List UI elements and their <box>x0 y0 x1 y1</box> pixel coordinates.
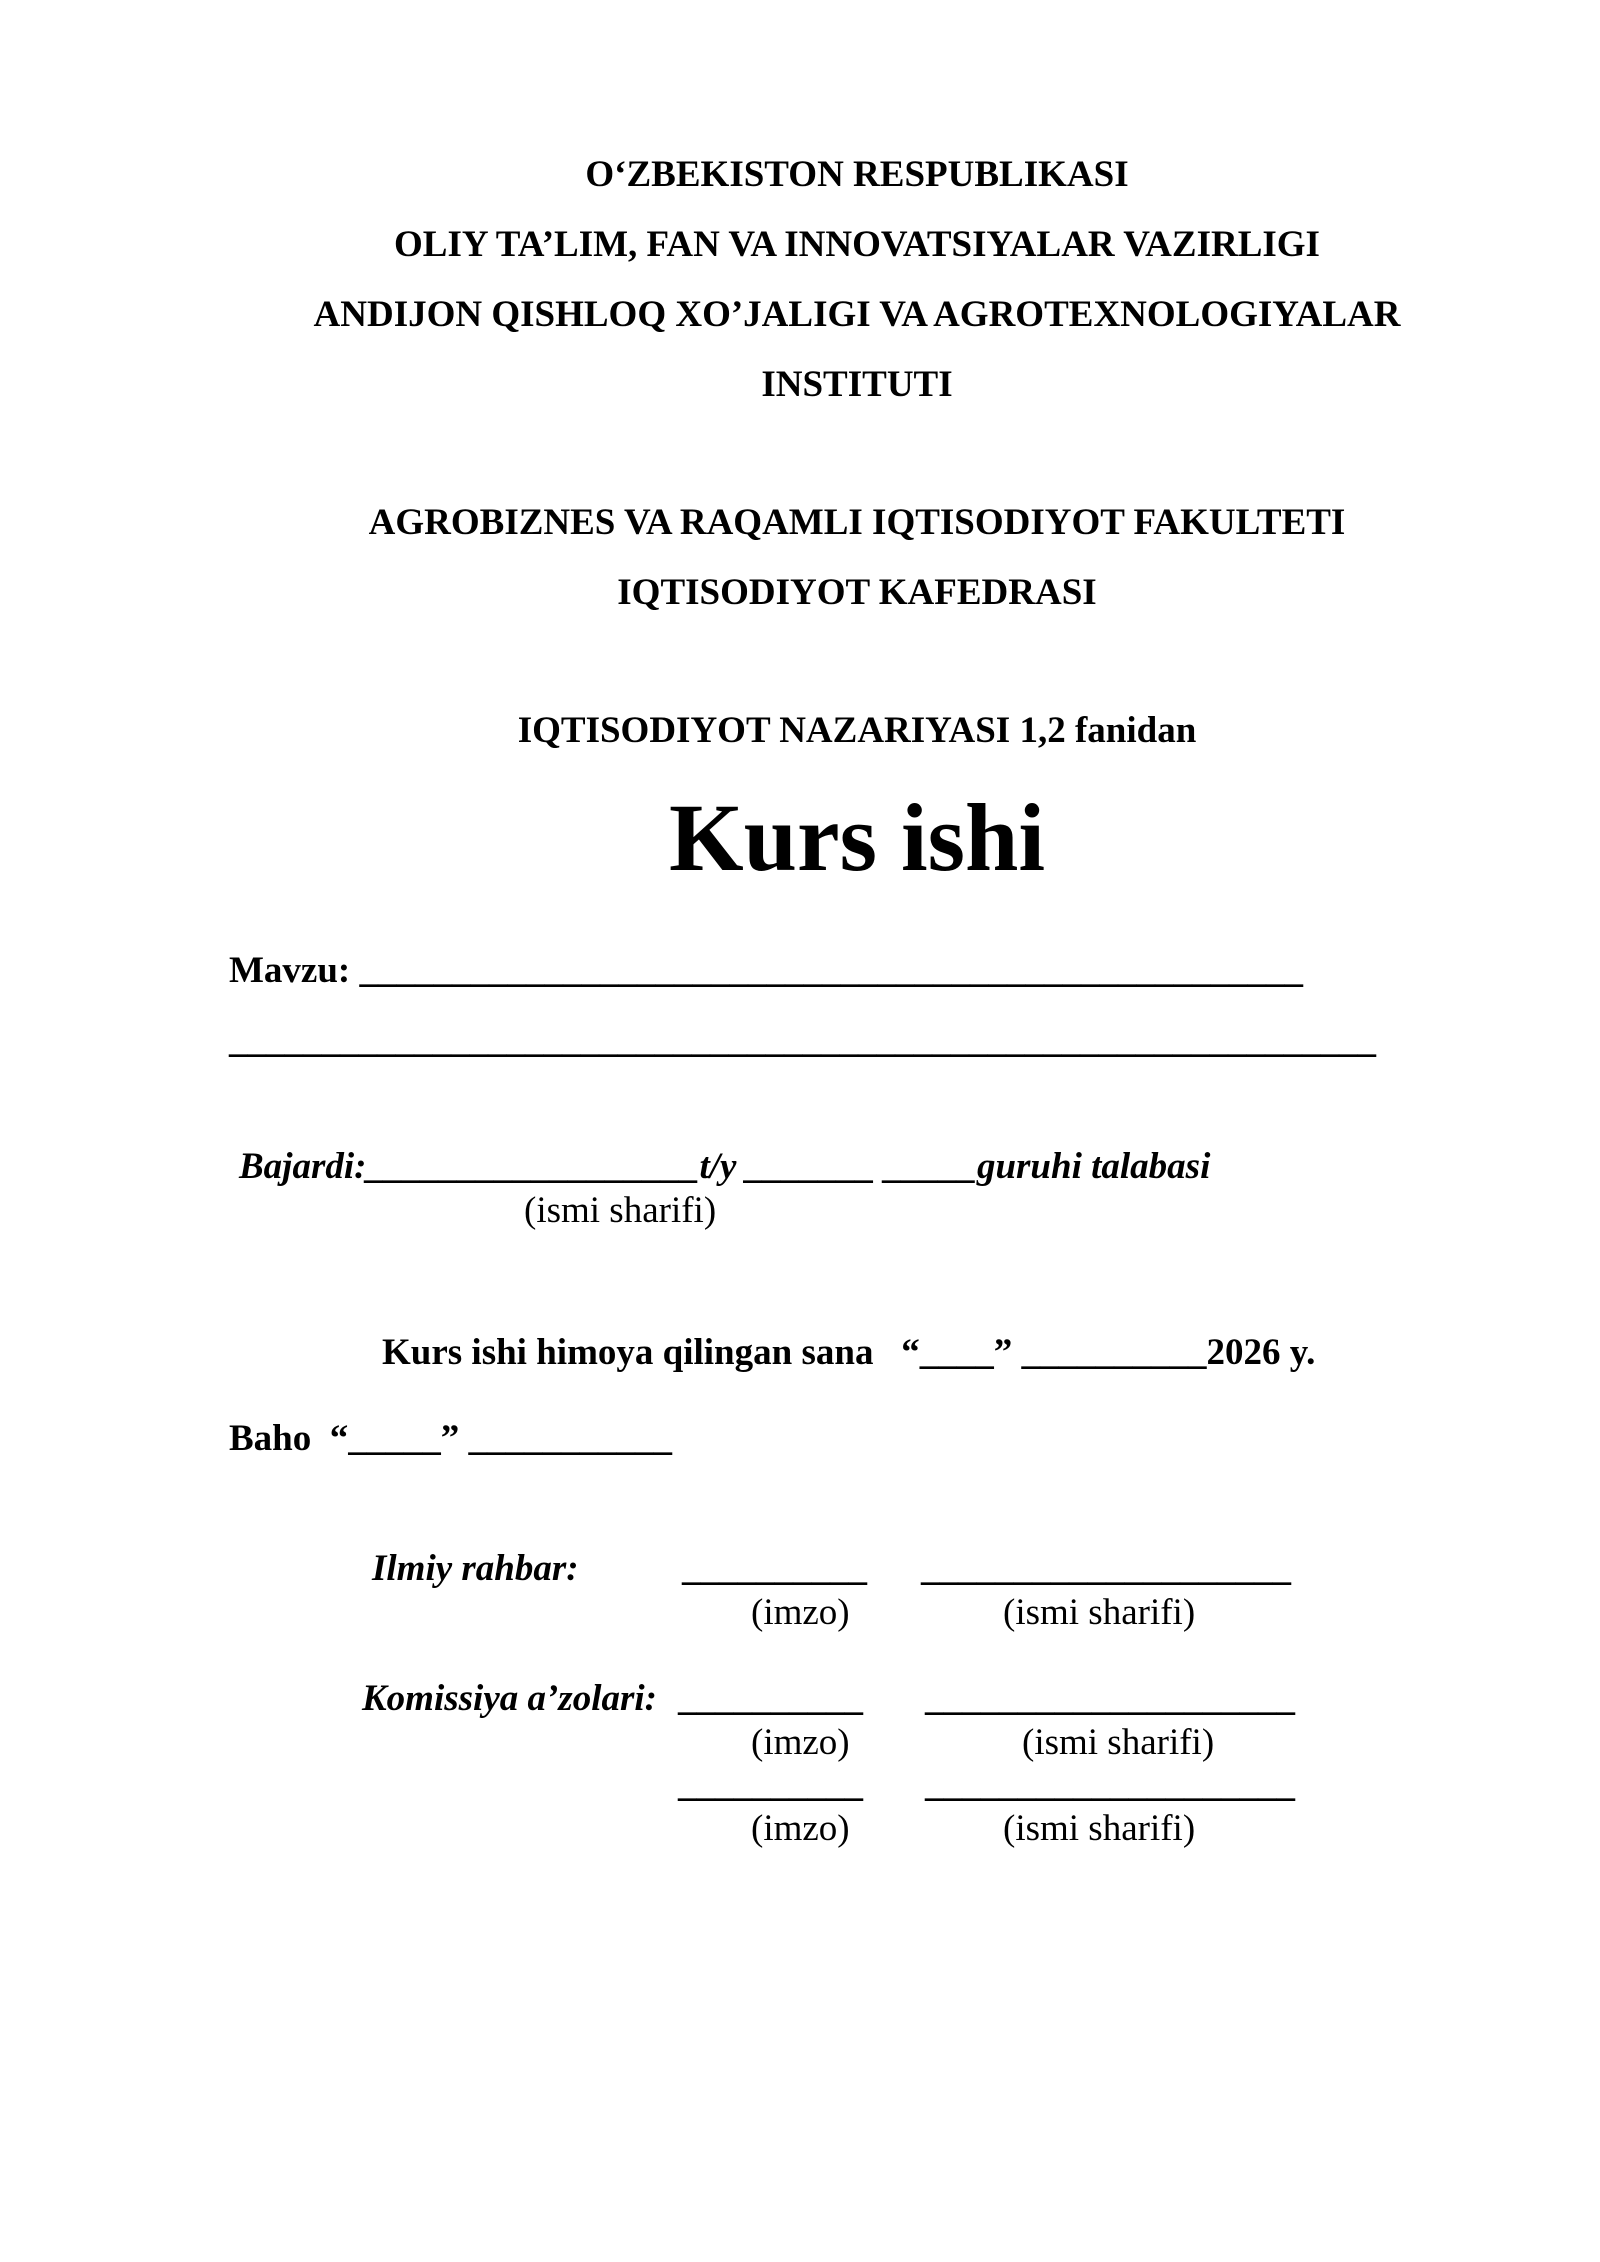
defense-year: 2026 y. <box>1206 1332 1316 1373</box>
header-ministry: OLIY TA’LIM, FAN VA INNOVATSIYALAR VAZIRLIGI <box>394 224 1320 265</box>
performer-group-blank: _____ <box>884 1146 977 1187</box>
commission-member-2-name-blank: ____________________ <box>925 1764 1295 1805</box>
performer-name-caption: (ismi sharifi) <box>524 1190 717 1231</box>
topic-row <box>229 952 1303 989</box>
document-title: Kurs ishi <box>668 784 1046 891</box>
commission-member-1-name-caption: (ismi sharifi) <box>1022 1722 1215 1763</box>
grade-blank: “_____” <box>329 1418 460 1459</box>
header-institute-suffix: INSTITUTI <box>761 364 953 405</box>
defense-month-blank: __________ <box>1021 1332 1207 1373</box>
header-country: O‘ZBEKISTON RESPUBLIKASI <box>585 154 1129 195</box>
commission-member-1-sign-caption: (imzo) <box>751 1722 850 1763</box>
topic-blank-2: ______________________________________________________________ <box>229 1020 1376 1061</box>
supervisor-name-blank: ____________________ <box>921 1548 1291 1589</box>
commission-member-2-sign-caption: (imzo) <box>751 1808 850 1849</box>
grade-row <box>229 1420 672 1457</box>
grade-label: Baho <box>229 1418 312 1459</box>
performer-name-blank: __________________ <box>366 1146 700 1187</box>
supervisor-sign-blank: __________ <box>682 1548 867 1589</box>
commission-member-2-name-caption: (ismi sharifi) <box>1003 1808 1196 1849</box>
defense-row <box>382 1334 1315 1371</box>
defense-label: Kurs ishi himoya qilingan sana <box>382 1332 874 1373</box>
performer-label: Bajardi: <box>239 1146 367 1187</box>
performer-row <box>239 1148 1210 1185</box>
supervisor-label: Ilmiy rahbar: <box>372 1548 579 1589</box>
commission-member-1-sign-blank: __________ <box>678 1678 863 1719</box>
subject-line: IQTISODIYOT NAZARIYASI 1,2 fanidan <box>517 710 1197 751</box>
faculty-name: AGROBIZNES VA RAQAMLI IQTISODIYOT FAKULTETI <box>368 502 1346 543</box>
topic-blank-1: ___________________________________________________ <box>359 950 1303 991</box>
supervisor-name-caption: (ismi sharifi) <box>1003 1592 1196 1633</box>
department-name: IQTISODIYOT KAFEDRASI <box>617 572 1097 613</box>
commission-member-1-name-blank: ____________________ <box>925 1678 1295 1719</box>
performer-group-label: guruhi talabasi <box>976 1146 1211 1187</box>
defense-day-blank: “____” <box>901 1332 1013 1373</box>
supervisor-sign-caption: (imzo) <box>751 1592 850 1633</box>
header-institute: ANDIJON QISHLOQ XO’JALIGI VA AGROTEXNOLOGIYALAR <box>313 294 1401 335</box>
commission-label: Komissiya a’zolari: <box>362 1678 657 1719</box>
grade-word-blank: ___________ <box>468 1418 673 1459</box>
commission-member-2-sign-blank: __________ <box>678 1764 863 1805</box>
performer-ty-blank: _______ <box>745 1146 876 1187</box>
performer-ty-label: t/y <box>699 1146 737 1187</box>
topic-label: Mavzu: <box>229 950 351 991</box>
